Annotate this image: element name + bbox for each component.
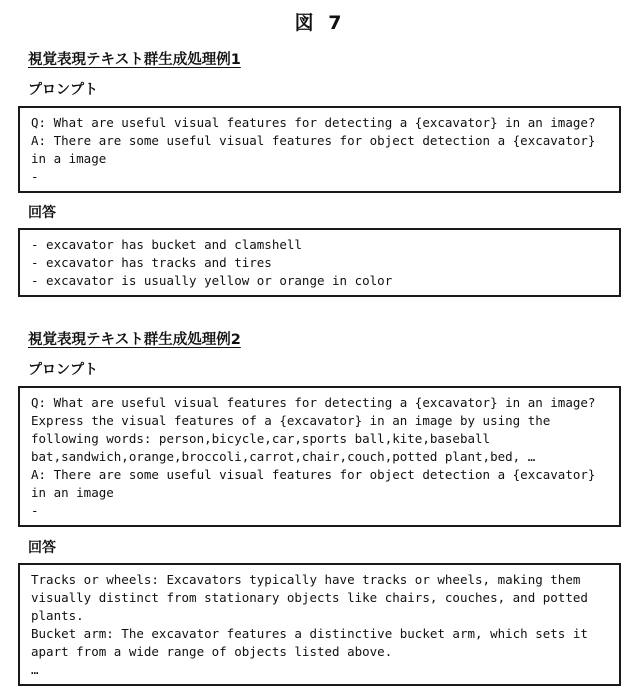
prompt-line: - — [31, 503, 39, 518]
prompt-line: Q: What are useful visual features for detecting a {excavator} in an image? — [31, 395, 596, 410]
answer-line: visually distinct from stationary objects like chairs, couches, and potted — [31, 590, 588, 605]
section-2-prompt-box — [18, 386, 621, 527]
answer-line: Tracks or wheels: Excavators typically have tracks or wheels, making them — [31, 572, 581, 587]
figure-title: 図 7 — [294, 12, 346, 34]
answer-line: plants. — [31, 608, 84, 623]
answer-line: - excavator is usually yellow or orange in color — [31, 273, 393, 288]
section-1-heading: 視覚表現テキスト群生成処理例1 — [28, 52, 241, 68]
answer-line: Bucket arm: The excavator features a distinctive bucket arm, which sets it — [31, 626, 588, 641]
prompt-line: bat,sandwich,orange,broccoli,carrot,chair,couch,potted plant,bed, … — [31, 449, 536, 464]
answer-line: - excavator has tracks and tires — [31, 255, 272, 270]
section-1-answer-box — [18, 228, 621, 297]
prompt-line: in an image — [31, 485, 114, 500]
prompt-line: following words: person,bicycle,car,sports ball,kite,baseball — [31, 431, 491, 446]
section-2-answer-box — [18, 563, 621, 686]
prompt-line: Express the visual features of a {excavator} in an image by using the — [31, 413, 551, 428]
prompt-line: in a image — [31, 151, 107, 166]
prompt-line: - — [31, 169, 39, 184]
section-2-answer-label: 回答 — [28, 540, 56, 556]
section-2-prompt-label: プロンプト — [28, 362, 98, 378]
prompt-line: A: There are some useful visual features for object detection a {excavator} — [31, 133, 596, 148]
answer-line: … — [31, 662, 39, 677]
section-1-prompt-box — [18, 106, 621, 193]
prompt-line: Q: What are useful visual features for detecting a {excavator} in an image? — [31, 115, 596, 130]
prompt-line: A: There are some useful visual features for object detection a {excavator} — [31, 467, 596, 482]
section-1-prompt-label: プロンプト — [28, 82, 98, 98]
answer-line: apart from a wide range of objects listed above. — [31, 644, 393, 659]
section-2-heading: 視覚表現テキスト群生成処理例2 — [28, 332, 241, 348]
answer-line: - excavator has bucket and clamshell — [31, 237, 302, 252]
section-1-answer-label: 回答 — [28, 205, 56, 221]
